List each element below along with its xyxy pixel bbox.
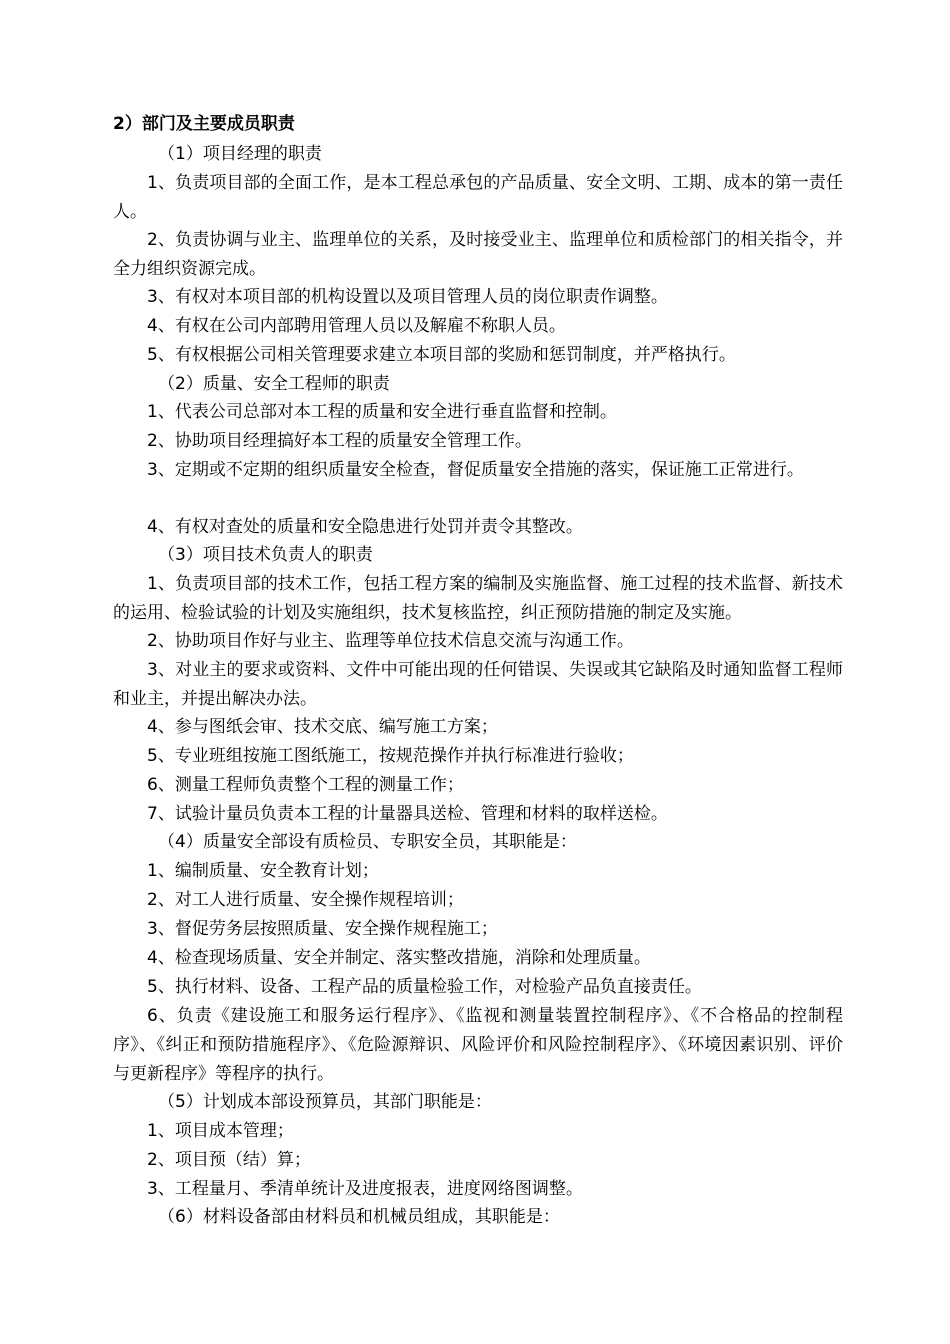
paragraph: 6、负责《建设施工和服务运行程序》、《监视和测量装置控制程序》、《不合格品的控制程序》、《纠正和预防措施程序》、《危险源辩识、风险评价和风险控制程序》、《环境因素识别、评价与更新程序》等程序的执行。 [113, 1006, 843, 1084]
paragraph: 3、定期或不定期的组织质量安全检查，督促质量安全措施的落实，保证施工正常进行。 [147, 460, 804, 480]
paragraph: 3、工程量月、季清单统计及进度报表，进度网络图调整。 [147, 1179, 583, 1199]
paragraph: 4、有权在公司内部聘用管理人员以及解雇不称职人员。 [147, 316, 566, 336]
paragraph: 5、有权根据公司相关管理要求建立本项目部的奖励和惩罚制度，并严格执行。 [147, 345, 736, 365]
subsection-title-6: （6）材料设备部由材料员和机械员组成，其职能是： [158, 1207, 560, 1227]
subsection-title-3: （3）项目技术负责人的职责 [158, 545, 373, 565]
paragraph: 5、执行材料、设备、工程产品的质量检验工作，对检验产品负直接责任。 [147, 977, 702, 997]
paragraph: 4、检查现场质量、安全并制定、落实整改措施，消除和处理质量。 [147, 948, 651, 968]
paragraph: 4、有权对查处的质量和安全隐患进行处罚并责令其整改。 [147, 517, 583, 537]
paragraph: 6、测量工程师负责整个工程的测量工作； [147, 775, 464, 795]
paragraph: 4、参与图纸会审、技术交底、编写施工方案； [147, 717, 498, 737]
paragraph: 2、负责协调与业主、监理单位的关系，及时接受业主、监理单位和质检部门的相关指令，并全力组织资源完成。 [113, 230, 843, 279]
subsection-title-2: （2）质量、安全工程师的职责 [158, 374, 390, 394]
paragraph: 1、代表公司总部对本工程的质量和安全进行垂直监督和控制。 [147, 402, 617, 422]
paragraph: 7、试验计量员负责本工程的计量器具送检、管理和材料的取样送检。 [147, 804, 668, 824]
paragraph: 2、协助项目经理搞好本工程的质量安全管理工作。 [147, 431, 532, 451]
paragraph: 5、专业班组按施工图纸施工，按规范操作并执行标准进行验收； [147, 746, 634, 766]
paragraph: 1、项目成本管理； [147, 1121, 294, 1141]
paragraph: 3、有权对本项目部的机构设置以及项目管理人员的岗位职责作调整。 [147, 287, 668, 307]
paragraph: 2、协助项目作好与业主、监理等单位技术信息交流与沟通工作。 [147, 631, 634, 651]
paragraph: 1、负责项目部的全面工作，是本工程总承包的产品质量、安全文明、工期、成本的第一责任人。 [113, 173, 843, 222]
subsection-title-5: （5）计划成本部设预算员，其部门职能是： [158, 1092, 492, 1112]
section-heading: 2）部门及主要成员职责 [113, 114, 295, 134]
paragraph: 2、项目预（结）算； [147, 1150, 311, 1170]
paragraph: 3、督促劳务层按照质量、安全操作规程施工； [147, 919, 498, 939]
subsection-title-4: （4）质量安全部设有质检员、专职安全员，其职能是： [158, 832, 577, 852]
paragraph: 1、负责项目部的技术工作，包括工程方案的编制及实施监督、施工过程的技术监督、新技术的运用、检验试验的计划及实施组织，技术复核监控，纠正预防措施的制定及实施。 [113, 574, 843, 623]
paragraph: 1、编制质量、安全教育计划； [147, 861, 379, 881]
paragraph: 2、对工人进行质量、安全操作规程培训； [147, 890, 464, 910]
subsection-title-1: （1）项目经理的职责 [158, 144, 322, 164]
paragraph: 3、对业主的要求或资料、文件中可能出现的任何错误、失误或其它缺陷及时通知监督工程师和业主，并提出解决办法。 [113, 660, 843, 709]
